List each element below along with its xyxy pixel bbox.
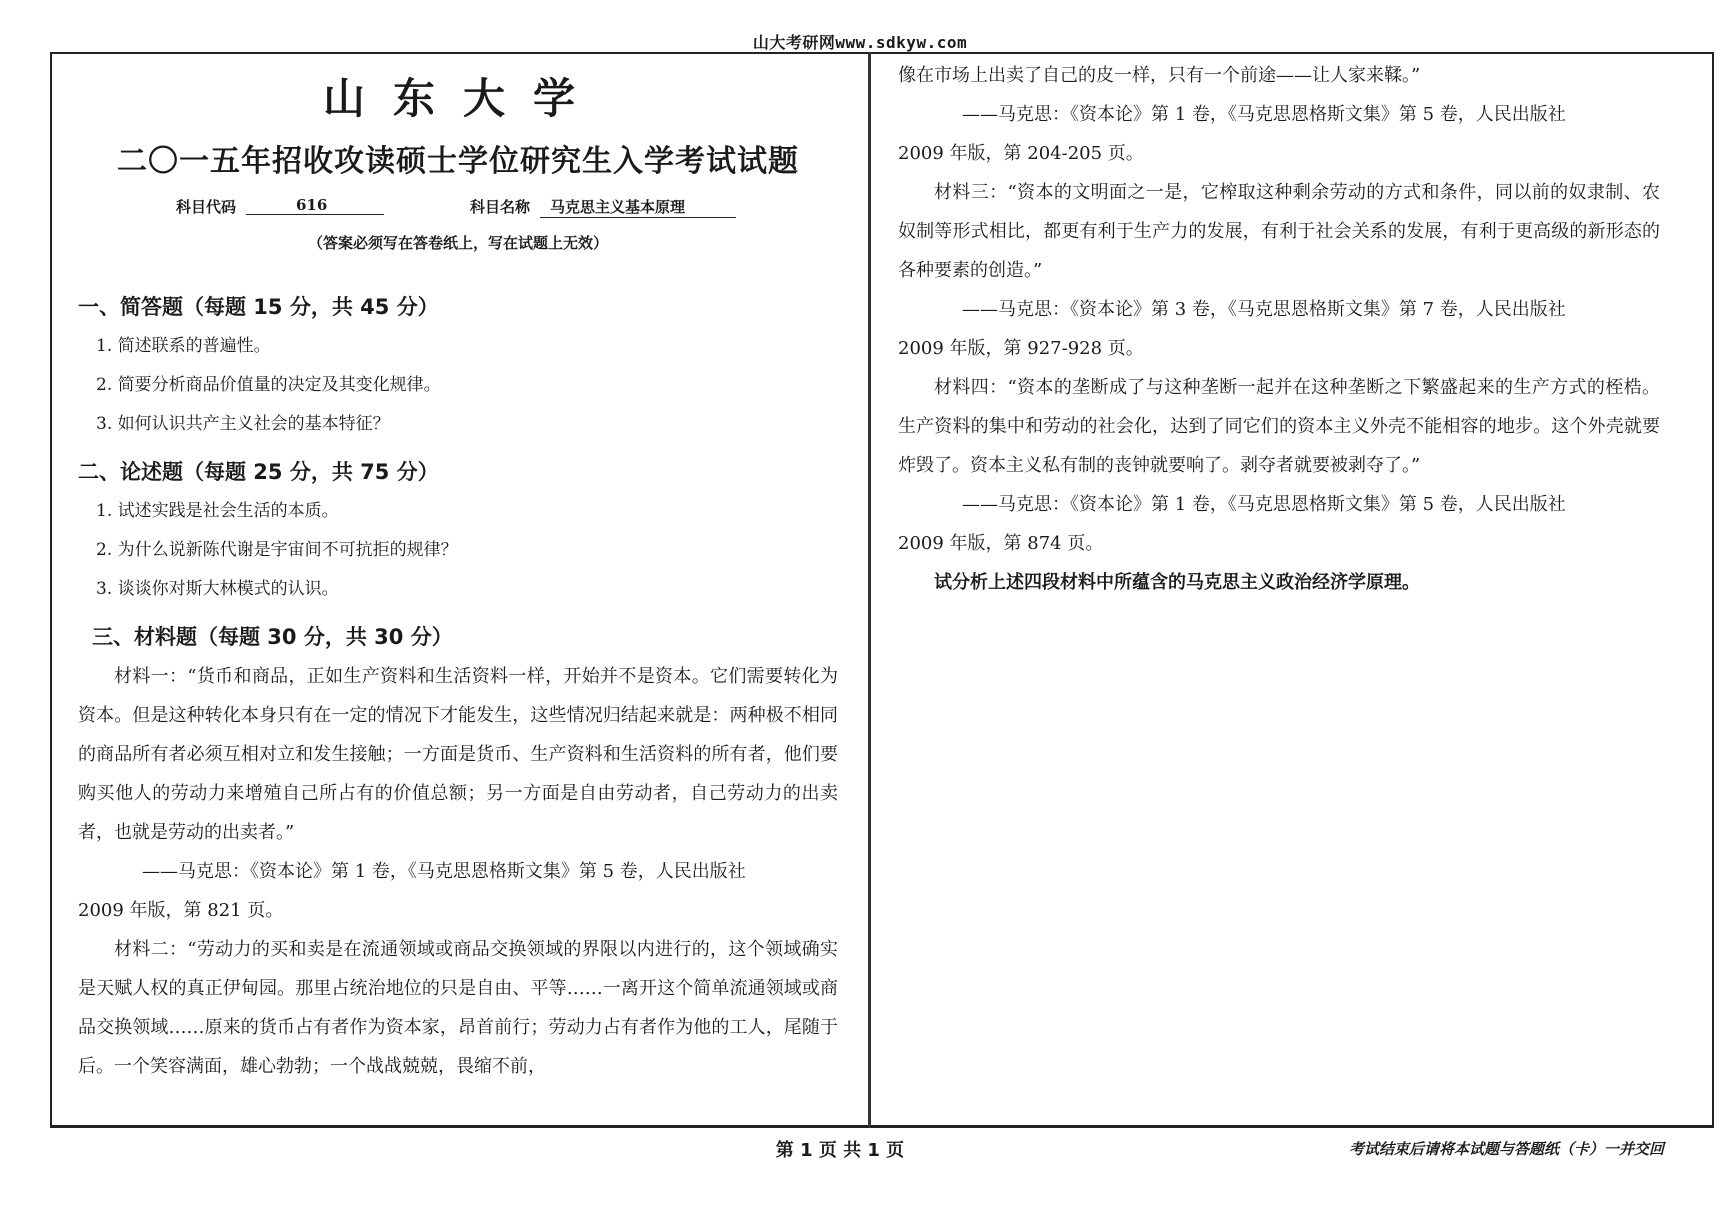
section-heading-material: 三、材料题（每题 30 分，共 30 分） bbox=[92, 625, 453, 649]
question-item: 2. 为什么说新陈代谢是宇宙间不可抗拒的规律？ bbox=[96, 540, 458, 560]
university-name: 山东大学 bbox=[322, 74, 603, 123]
material-two-source-cont: 2009 年版，第 204-205 页。 bbox=[898, 143, 1144, 164]
source-citation: ——马克思：《资本论》第 3 卷，《马克思恩格斯文集》第 7 卷，人民出版社 bbox=[962, 299, 1566, 320]
question-item: 3. 如何认识共产主义社会的基本特征？ bbox=[96, 414, 390, 434]
material-four-source bbox=[898, 485, 1660, 524]
question-item: 2. 简要分析商品价值量的决定及其变化规律。 bbox=[96, 375, 441, 395]
material-three: 材料三：“资本的文明面之一是，它榨取这种剩余劳动的方式和条件，同以前的奴隶制、农奴制等形式相比，都更有利于生产力的发展，有利于社会关系的发展，有利于更高级的新形态的各种要素的创造。” bbox=[898, 182, 1660, 281]
question-item: 1. 试述实践是社会生活的本质。 bbox=[96, 501, 339, 521]
subject-name-label: 科目名称 bbox=[470, 198, 531, 216]
right-column bbox=[898, 52, 1660, 602]
column-divider bbox=[868, 52, 871, 1128]
material-one-source bbox=[78, 852, 838, 891]
material-three-source-cont: 2009 年版，第 927-928 页。 bbox=[898, 338, 1144, 359]
exam-title: 二〇一五年招收攻读硕士学位研究生入学考试试题 bbox=[117, 144, 799, 179]
source-citation: ——马克思：《资本论》第 1 卷，《马克思恩格斯文集》第 5 卷，人民出版社 bbox=[142, 861, 746, 882]
material-question: 试分析上述四段材料中所蕴含的马克思主义政治经济学原理。 bbox=[934, 572, 1420, 593]
material-three-source bbox=[898, 290, 1660, 329]
section-heading-short-answer: 一、简答题（每题 15 分，共 45 分） bbox=[78, 295, 439, 319]
material-two-source bbox=[898, 95, 1660, 134]
source-citation: ——马克思：《资本论》第 1 卷，《马克思恩格斯文集》第 5 卷，人民出版社 bbox=[962, 494, 1566, 515]
answer-notice: （答案必须写在答卷纸上，写在试题上无效） bbox=[307, 234, 608, 252]
subject-code-label: 科目代码 bbox=[176, 198, 237, 216]
return-notice: 考试结束后请将本试题与答题纸（卡）一并交回 bbox=[1348, 1140, 1664, 1158]
source-citation: ——马克思：《资本论》第 1 卷，《马克思恩格斯文集》第 5 卷，人民出版社 bbox=[962, 104, 1566, 125]
subject-info bbox=[78, 196, 838, 220]
subject-code: 616 bbox=[246, 196, 384, 215]
material-one: 材料一：“货币和商品，正如生产资料和生活资料一样，开始并不是资本。它们需要转化为资本。但是这种转化本身只有在一定的情况下才能发生，这些情况归结起来就是：两种极不相同的商品所有者必须互相对立和发生接触；一方面是货币、生产资料和生活资料的所有者，他们要购买他人的劳动力来增殖自己所占有的价值总额；另一方面是自由劳动者，自己劳动力的出卖者，也就是劳动的出卖者。” bbox=[78, 666, 838, 843]
site-watermark: 山大考研网www.sdkyw.com bbox=[752, 33, 968, 52]
question-item: 3. 谈谈你对斯大林模式的认识。 bbox=[96, 579, 339, 599]
question-item: 1. 简述联系的普遍性。 bbox=[96, 336, 271, 356]
material-four-source-cont: 2009 年版，第 874 页。 bbox=[898, 533, 1104, 554]
section-heading-essay: 二、论述题（每题 25 分，共 75 分） bbox=[78, 460, 439, 484]
material-four: 材料四：“资本的垄断成了与这种垄断一起并在这种垄断之下繁盛起来的生产方式的桎梏。生产资料的集中和劳动的社会化，达到了同它们的资本主义外壳不能相容的地步。这个外壳就要炸毁了。资本主义私有制的丧钟就要响了。剥夺者就要被剥夺了。” bbox=[898, 377, 1660, 476]
material-two: 材料二：“劳动力的买和卖是在流通领域或商品交换领域的界限以内进行的，这个领域确实是天赋人权的真正伊甸园。那里占统治地位的只是自由、平等……一离开这个简单流通领域或商品交换领域……原来的货币占有者作为资本家，昂首前行；劳动力占有者作为他的工人，尾随于后。一个笑容满面，雄心勃勃；一个战战兢兢，畏缩不前， bbox=[78, 939, 838, 1077]
subject-name: 马克思主义基本原理 bbox=[540, 196, 736, 218]
left-column bbox=[78, 52, 838, 1086]
material-one-source-cont: 2009 年版，第 821 页。 bbox=[78, 900, 284, 921]
page-number: 第 1 页 共 1 页 bbox=[775, 1140, 905, 1161]
material-two-continued: 像在市场上出卖了自己的皮一样，只有一个前途——让人家来鞣。” bbox=[898, 65, 1421, 86]
